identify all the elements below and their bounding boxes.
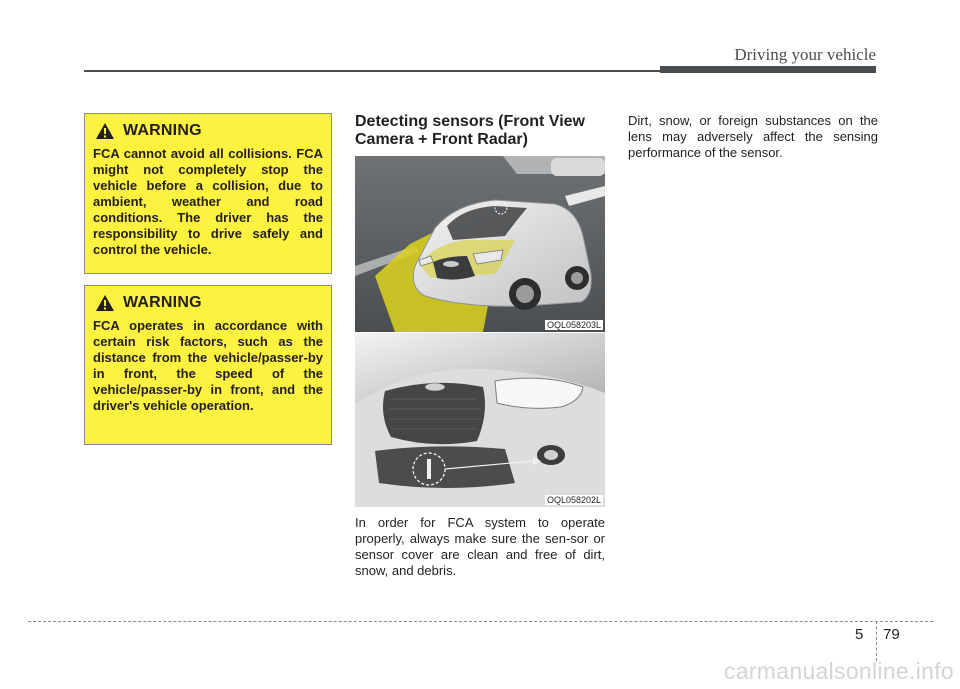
warning-text: FCA operates in accordance with certain risk factors, such as the distance from the vehicle/passer-by in front, the speed of the vehicle/passer-by in front, and the driver's vehicle operation. (93, 318, 323, 413)
warning-heading (93, 122, 323, 140)
footer-page-separator (876, 621, 877, 661)
page-number: 79 (883, 626, 900, 643)
section-title: Detecting sensors (Front View Camera + Front Radar) (355, 113, 585, 148)
body-paragraph-2: Dirt, snow, or foreign substances on the lens may adversely affect the sensing performance of the sensor. (628, 113, 878, 160)
front-bumper-illustration (355, 333, 605, 507)
watermark: carmanualsonline.info (723, 658, 954, 684)
warning-box-2 (84, 285, 332, 445)
warning-label: WARNING (123, 294, 202, 311)
footer-dashed-rule (28, 621, 933, 622)
warning-text: FCA cannot avoid all collisions. FCA might not completely stop the vehicle before a collision, due to ambient, weather and road conditions. The driver has the responsibility to drive safely and control the vehicle. (93, 146, 323, 257)
figure-sensor-coverage (355, 156, 605, 332)
page-header-title: Driving your vehicle (734, 45, 876, 64)
header-bar (660, 66, 876, 73)
warning-triangle-icon (95, 294, 115, 312)
car-road-illustration (355, 156, 605, 332)
figure-code: OQL058203L (546, 320, 601, 330)
warning-label: WARNING (123, 122, 202, 139)
warning-heading (93, 294, 323, 312)
page-chapter-number: 5 (855, 626, 864, 643)
figure-front-radar (355, 333, 605, 507)
header-rule (84, 70, 660, 72)
warning-box-1 (84, 113, 332, 274)
body-paragraph-1: In order for FCA system to operate properly, always make sure the sen-sor or sensor cover are clean and free of dirt, snow, and debris. (355, 515, 605, 578)
figure-code: OQL058202L (546, 495, 601, 505)
warning-triangle-icon (95, 122, 115, 140)
